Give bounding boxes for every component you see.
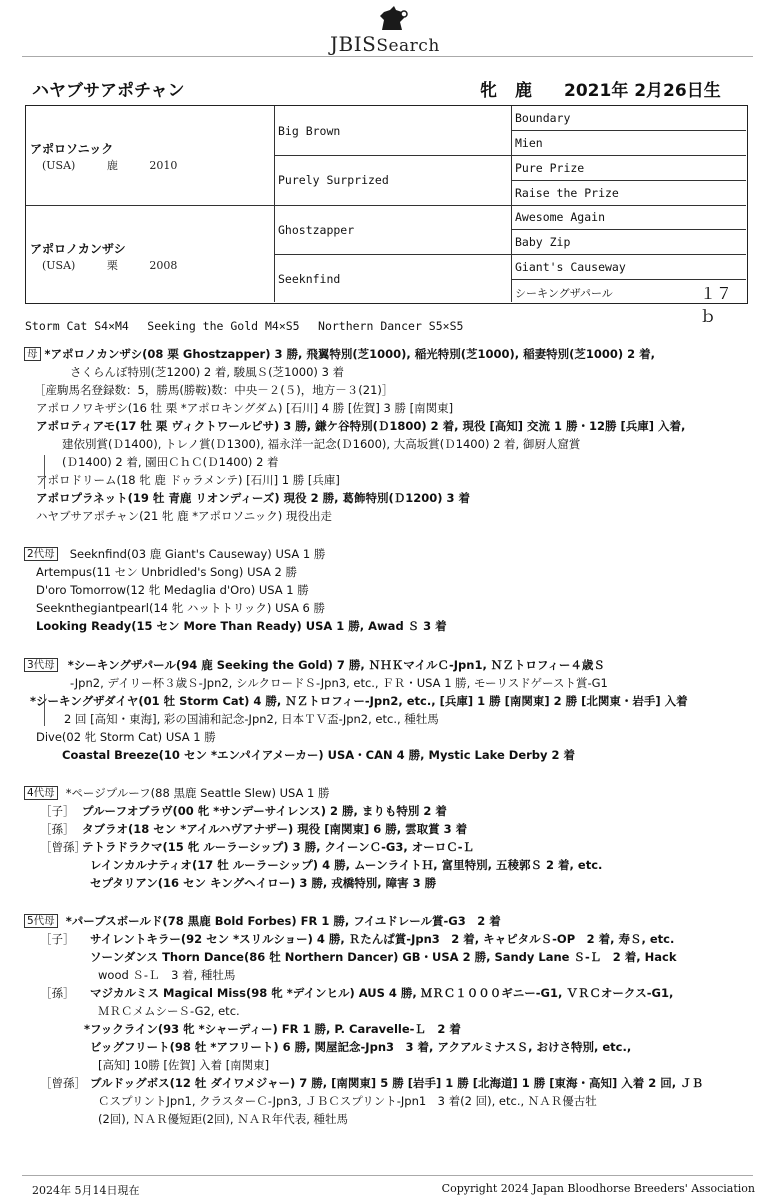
horse-color: 鹿 — [515, 81, 532, 101]
report-date: 2024年 5月14日現在 — [32, 1184, 140, 1197]
g5-line[interactable]: ソーンダンス Thorn Dance(86 牡 Northern Dancer) GB・USA 2 勝, Sandy Lane Ｓ-Ｌ 2 着, Hack — [90, 950, 677, 964]
g2-dam-dam[interactable]: Seeknfind — [278, 272, 341, 286]
second-dam-section — [24, 545, 755, 635]
g3-line[interactable]: Dive(02 牝 Storm Cat) USA 1 勝 — [36, 730, 216, 744]
footer-divider — [22, 1175, 753, 1176]
g2-line[interactable]: D'oro Tomorrow(12 牝 Medaglia d'Oro) USA 1 勝 — [36, 583, 309, 597]
g3-8[interactable]: シーキングザパール — [515, 287, 613, 300]
g4-line[interactable]: タブラオ(18 セン *アイルハヴアナザー) 現役 [南関東] 6 勝, 雲取賞 3 着 — [82, 822, 468, 836]
g3-line[interactable]: *シーキングザパール(94 鹿 Seeking the Gold) 7 勝, ＮＨＫマイルＣ-Jpn1, ＮＺトロフィー４歳Ｓ — [67, 658, 605, 672]
g5-line[interactable]: サイレントキラー(92 セン *スリルショー) 4 勝, Ｒたんぱ賞-Jpn3 2 着, キャピタルＳ-OP 2 着, 寿Ｓ, etc. — [90, 932, 675, 946]
g5-line: ＣスプリントJpn1, クラスターＣ-Jpn3, ＪＢＣスプリント-Jpn1 3 着(2 回), etc., ＮＡＲ優古牡 — [98, 1094, 597, 1108]
g2-line[interactable]: Seeknthegiantpearl(14 牝 ハットトリック) USA 6 勝 — [36, 601, 325, 615]
g5-line[interactable]: *パーブスボールド(78 黒鹿 Bold Forbes) FR 1 勝, フイユドレール賞-G3 2 着 — [65, 914, 501, 928]
horse-name: ハヤブサアポチャン — [32, 81, 185, 101]
g2-line[interactable]: Looking Ready(15 セン More Than Ready) USA 1 勝, Awad Ｓ 3 着 — [36, 619, 447, 633]
inbreeding-note: Storm Cat S4×M4 Seeking the Gold M4×S5 Northern Dancer S5×S5 — [25, 319, 464, 333]
sire-cell[interactable] — [30, 140, 177, 173]
g4-line[interactable]: セプタリアン(16 セン キングヘイロー) 3 勝, 戎橋特別, 障害 3 勝 — [90, 876, 437, 890]
g5-line[interactable]: マジカルミス Magical Miss(98 牝 *デインヒル) AUS 4 勝, ＭＲＣ１０００ギニー-G1, ＶＲＣオークス-G1, — [90, 986, 674, 1000]
g2-line[interactable]: Seeknfind(03 鹿 Giant's Causeway) USA 1 勝 — [69, 547, 326, 561]
g2-sire-dam[interactable]: Purely Surprized — [278, 173, 389, 187]
g5-line[interactable]: ブルドッグボス(12 牡 ダイワメジャー) 7 勝, [南関東] 5 勝 [岩手] 1 勝 [北海道] 1 勝 [東海・高知] 入着 2 回, ＪＢ — [90, 1076, 704, 1090]
dam-section — [24, 345, 755, 525]
g4-line[interactable]: プルーフオブラヴ(00 牝 *サンデーサイレンス) 2 勝, まりも特別 2 着 — [82, 804, 447, 818]
logo-text: JBISSearch — [330, 32, 440, 56]
g3-4[interactable]: Raise the Prize — [515, 186, 619, 200]
g2-dam-sire[interactable]: Ghostzapper — [278, 223, 355, 237]
g5-line[interactable]: *フックライン(93 牝 *シャーディー) FR 1 勝, P. Caravelle-Ｌ 2 着 — [84, 1022, 461, 1036]
g4-line[interactable]: テトラドラクマ(15 牝 ルーラーシップ) 3 勝, クイーンＣ-G3, オーロＣ-Ｌ — [82, 840, 474, 854]
section-badge: 3代母 — [24, 658, 58, 672]
family-number: １７ｂ — [700, 284, 733, 326]
horse-rider-logo-icon — [374, 6, 414, 32]
horse-header — [32, 76, 745, 102]
sire-info: (USA) 鹿 2010 — [42, 159, 178, 172]
g3-3[interactable]: Pure Prize — [515, 161, 585, 175]
g3-1[interactable]: Boundary — [515, 111, 571, 125]
g5-line: ＭＲＣメムシーＳ-G2, etc. — [98, 1004, 240, 1018]
g4-line[interactable]: レインカルナティオ(17 牡 ルーラーシップ) 4 勝, ムーンライトＨ, 富里特別, 五稜郭Ｓ 2 着, etc. — [90, 858, 603, 872]
g2-line[interactable]: Artempus(11 セン Unbridled's Song) USA 2 勝 — [36, 565, 297, 579]
jbis-logo[interactable] — [330, 6, 460, 54]
g3-7[interactable]: Giant's Causeway — [515, 260, 626, 274]
g3-5[interactable]: Awesome Again — [515, 210, 606, 224]
g3-6[interactable]: Baby Zip — [515, 235, 571, 249]
horse-birth: 2021年 2月26日生 — [564, 81, 721, 101]
fourth-dam-section: 4代母 *ページプルーフ(88 黒鹿 Seattle Slew) USA 1 勝 ［子］ プルーフオブラヴ(00 牝 *サンデーサイレンス) 2 勝, まりも特別 2 着 ［孫］ タブラオ(18 セン *アイルハヴアナザー) 現役 [南関東] 6 勝, 雲取賞 3 着 ［曾孫］テトラドラクマ(15 牝 ルーラーシップ) 3 勝, クイーンＣ-G3, オーロＣ-Ｌ レインカルナティオ(17 牡 ルーラーシップ) 4 勝, ムーンライトＨ, 富里特別, 五稜郭Ｓ 2 着, etc. セプタリアン(16 セン キングヘイロー) 3 勝, 戎橋特別, 障害 3 勝 — [24, 784, 755, 892]
g5-line[interactable]: ビッグフリート(98 牡 *アフリート) 6 勝, 関屋記念-Jpn3 3 着, アクアルミナスＳ, おけさ特別, etc., — [90, 1040, 632, 1054]
offspring-line[interactable]: アポロノワキザシ(16 牡 栗 *アポロキングダム) [石川] 4 勝 [佐賀] 3 勝 [南関東] — [36, 401, 454, 415]
third-dam-section — [24, 656, 755, 764]
g4-line[interactable]: *ページプルーフ(88 黒鹿 Seattle Slew) USA 1 勝 — [65, 786, 330, 800]
fifth-dam-section: 5代母 *パーブスボールド(78 黒鹿 Bold Forbes) FR 1 勝, フイユドレール賞-G3 2 着 ［子］ サイレントキラー(92 セン *スリルショー) 4 勝, Ｒたんぱ賞-Jpn3 2 着, キャピタルＳ-OP 2 着, 寿Ｓ, etc. ソーンダンス Thorn Dance(86 牡 Northern Dancer) GB・USA 2 勝, Sandy Lane Ｓ-Ｌ 2 着, Hack wood Ｓ-Ｌ 3 着, 種牡馬 ［孫］ マジカルミス Magical Miss(98 牝 *デインヒル) AUS 4 勝, ＭＲＣ１０００ギニー-G1, ＶＲＣオークス-G1, ＭＲＣメムシーＳ-G2, etc. *フックライン(93 牝 *シャーディー) FR 1 勝, P. Caravelle-Ｌ 2 着 ビッグフリート(98 牡 *アフリート) 6 勝, 関屋記念-Jpn3 3 着, アクアルミナスＳ, おけさ特別, etc., [高知] 10勝 [佐賀] 入着 [南関東] ［曾孫］ ブルドッグボス(12 牡 ダイワメジャー) 7 勝, [南関東] 5 勝 [岩手] 1 勝 [北海道] 1 勝 [東海・高知] 入着 2 回, ＪＢ ＣスプリントJpn1, クラスターＣ-Jpn3, ＪＢＣスプリント-Jpn1 3 着(2 回), etc., ＮＡＲ優古牡 (2回), ＮＡＲ優短距(2回), ＮＡＲ年代表, 種牡馬 — [24, 912, 755, 1128]
g3-line[interactable]: Coastal Breeze(10 セン *エンパイアメーカー) USA・CAN 4 勝, Mystic Lake Derby 2 着 — [62, 748, 576, 762]
section-badge: 母 — [24, 347, 41, 361]
offspring-line: (Ｄ1400) 2 着, 園田ＣｈＣ(Ｄ1400) 2 着 — [62, 455, 279, 469]
offspring-line[interactable]: アポロプラネット(19 牡 青鹿 リオンディーズ) 現役 2 勝, 葛飾特別(Ｄ1200) 3 着 — [36, 491, 470, 505]
dam-name: アポロノカンザシ — [30, 242, 126, 256]
horse-sex: 牝 — [480, 81, 497, 101]
copyright: Copyright 2024 Japan Bloodhorse Breeders' Association — [441, 1182, 755, 1195]
sire-name: アポロソニック — [30, 142, 114, 156]
dam-line[interactable]: *アポロノカンザシ(08 栗 Ghostzapper) 3 勝, 飛翼特別(芝1000), 稲光特別(芝1000), 稲妻特別(芝1000) 2 着, — [44, 347, 656, 361]
offspring-line: 建依別賞(Ｄ1400), トレノ賞(Ｄ1300), 福永洋一記念(Ｄ1600), 大高坂賞(Ｄ1400) 2 着, 御厨人窟賞 — [62, 437, 581, 451]
g3-line[interactable]: *シーキングザダイヤ(01 牡 Storm Cat) 4 勝, ＮＺトロフィー-Jpn2, etc., [兵庫] 1 勝 [南関東] 2 勝 [北関東・岩手] 入着 — [30, 694, 688, 708]
section-badge: 4代母 — [24, 786, 58, 800]
dam-info: (USA) 栗 2008 — [42, 259, 178, 272]
offspring-line[interactable]: ハヤブサアポチャン(21 牝 鹿 *アポロソニック) 現役出走 — [36, 509, 332, 523]
g3-line: -Jpn2, デイリー杯３歳Ｓ-Jpn2, シルクロードＳ-Jpn3, etc., ＦＲ・USA 1 勝, モーリスドゲースト賞-G1 — [70, 676, 608, 690]
dam-line: さくらんぼ特別(芝1200) 2 着, 駿風Ｓ(芝1000) 3 着 — [70, 365, 345, 379]
section-badge: 2代母 — [24, 547, 58, 561]
header-divider — [22, 56, 753, 57]
g2-sire-sire[interactable]: Big Brown — [278, 124, 341, 138]
offspring-line[interactable]: アポロティアモ(17 牡 栗 ヴィクトワールピサ) 3 勝, 鎌ケ谷特別(Ｄ1800) 2 着, 現役 [高知] 交流 1 勝・12勝 [兵庫] 入着, — [36, 419, 686, 433]
section-badge: 5代母 — [24, 914, 58, 928]
produce-summary: ［産駒馬名登録数：5，勝馬(勝鞍)数：中央－２(５)，地方－３(21)］ — [34, 383, 394, 397]
g5-line: wood Ｓ-Ｌ 3 着, 種牡馬 — [98, 968, 236, 982]
g3-line: 2 回 [高知・東海], 彩の国浦和記念-Jpn2, 日本ＴＶ盃-Jpn2, etc., 種牡馬 — [64, 712, 439, 726]
offspring-line[interactable]: アポロドリーム(18 牝 鹿 ドゥラメンテ) [石川] 1 勝 [兵庫] — [36, 473, 340, 487]
dam-cell[interactable] — [30, 240, 177, 273]
g3-2[interactable]: Mien — [515, 136, 543, 150]
g5-line: (2回), ＮＡＲ優短距(2回), ＮＡＲ年代表, 種牡馬 — [98, 1112, 349, 1126]
g5-line: [高知] 10勝 [佐賀] 入着 [南関東] — [98, 1058, 270, 1072]
